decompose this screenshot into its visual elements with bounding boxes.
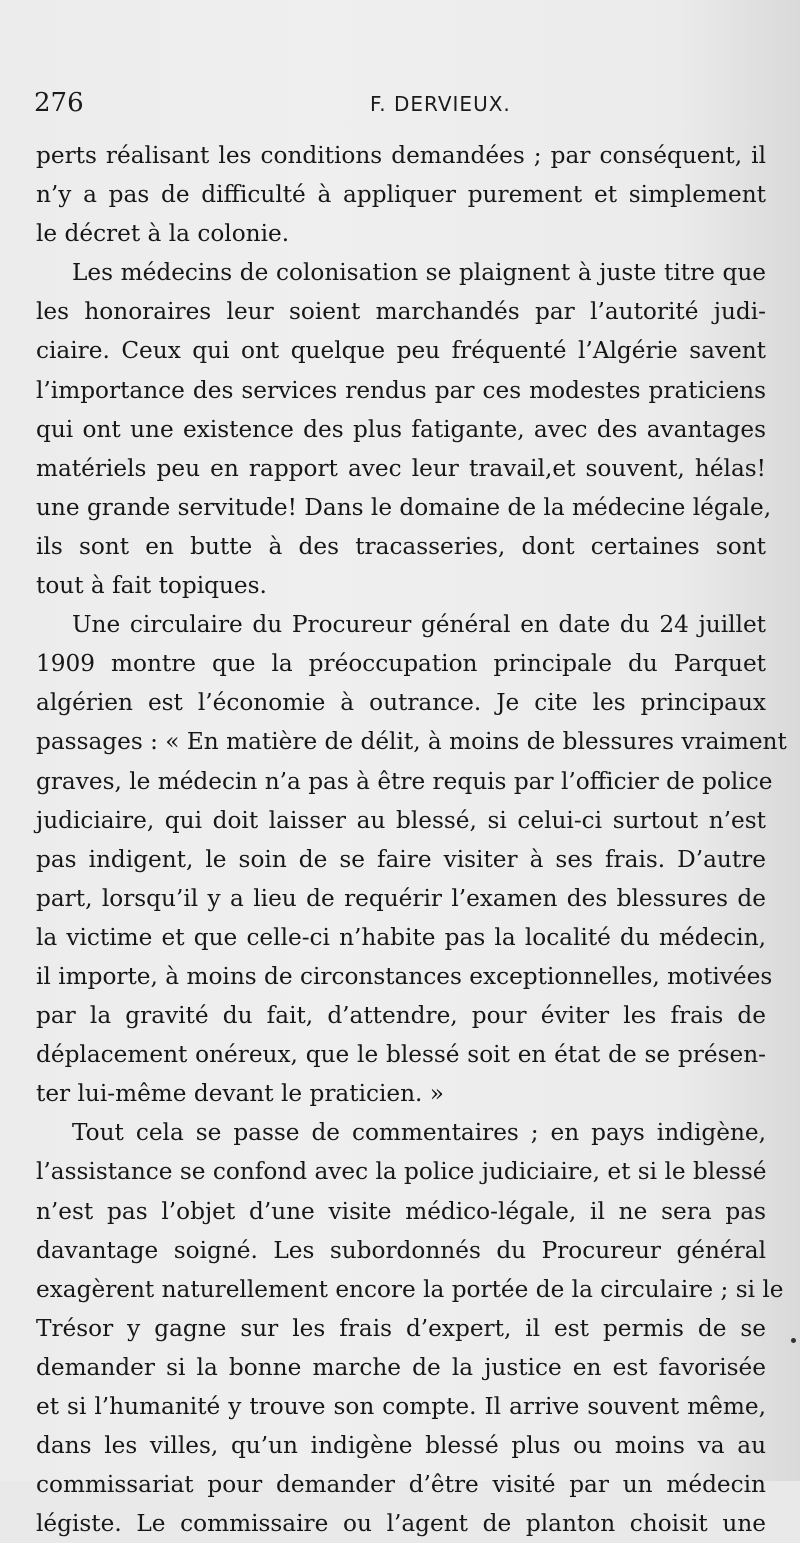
body-text bbox=[36, 136, 787, 1543]
text-line: graves, le médecin n’a pas à être requis par l’officier de police bbox=[36, 767, 773, 795]
text-line: tout à fait topiques. bbox=[36, 572, 267, 600]
text-line: Trésor y gagne sur les frais d’expert, il est permis de se bbox=[36, 1314, 766, 1342]
running-head: F. DERVIEUX. bbox=[370, 92, 511, 116]
text-line: demander si la bonne marche de la justice en est favorisée bbox=[36, 1353, 766, 1381]
text-line: matériels peu en rapport avec leur travail,et souvent, hélas! bbox=[36, 454, 766, 482]
text-line: l’importance des services rendus par ces modestes praticiens bbox=[36, 376, 766, 404]
text-line: ciaire. Ceux qui ont quelque peu fréquenté l’Algérie savent bbox=[36, 337, 766, 365]
text-line: déplacement onéreux, que le blessé soit en état de se présen- bbox=[36, 1041, 766, 1069]
text-line: exagèrent naturellement encore la portée de la circulaire ; si le bbox=[36, 1275, 784, 1303]
text-line: n’est pas l’objet d’une visite médico-légale, il ne sera pas bbox=[36, 1197, 766, 1225]
page-header bbox=[34, 88, 766, 128]
text-line: dans les villes, qu’un indigène blessé plus ou moins va au bbox=[36, 1432, 766, 1460]
text-line: pas indigent, le soin de se faire visiter à ses frais. D’autre bbox=[36, 845, 766, 873]
text-line: 1909 montre que la préoccupation principale du Parquet bbox=[36, 650, 766, 678]
margin-dot bbox=[791, 1338, 796, 1343]
text-line: Les médecins de colonisation se plaignent à juste titre que bbox=[72, 259, 766, 287]
text-line: il importe, à moins de circonstances exceptionnelles, motivées bbox=[36, 962, 773, 990]
text-line: ter lui-même devant le praticien. » bbox=[36, 1080, 444, 1108]
text-line: perts réalisant les conditions demandées ; par conséquent, il bbox=[36, 142, 766, 169]
text-line: Tout cela se passe de commentaires ; en pays indigène, bbox=[72, 1119, 766, 1147]
text-line: les honoraires leur soient marchandés par l’autorité judi- bbox=[36, 298, 766, 326]
text-line: ils sont en butte à des tracasseries, dont certaines sont bbox=[36, 532, 766, 560]
text-line: davantage soigné. Les subordonnés du Procureur général bbox=[36, 1236, 766, 1264]
text-line: commissariat pour demander d’être visité par un médecin bbox=[36, 1471, 766, 1499]
text-line: qui ont une existence des plus fatigante, avec des avantages bbox=[36, 415, 766, 443]
text-line: part, lorsqu’il y a lieu de requérir l’examen des blessures de bbox=[36, 884, 766, 912]
text-line: algérien est l’économie à outrance. Je cite les principaux bbox=[36, 689, 766, 717]
text-line: le décret à la colonie. bbox=[36, 220, 290, 248]
page-number: 276 bbox=[34, 88, 84, 118]
text-line: l’assistance se confond avec la police judiciaire, et si le blessé bbox=[36, 1158, 767, 1186]
text-line: Une circulaire du Procureur général en date du 24 juillet bbox=[72, 611, 766, 639]
text-line: n’y a pas de difficulté à appliquer purement et simplement bbox=[36, 181, 766, 209]
text-line: une grande servitude! Dans le domaine de la médecine légale, bbox=[36, 493, 772, 521]
text-line: passages : « En matière de délit, à moins de blessures vraiment bbox=[36, 728, 787, 756]
text-line: par la gravité du fait, d’attendre, pour éviter les frais de bbox=[36, 1002, 766, 1030]
text-line: la victime et que celle-ci n’habite pas la localité du médecin, bbox=[36, 923, 766, 951]
text-line: judiciaire, qui doit laisser au blessé, si celui-ci surtout n’est bbox=[36, 806, 766, 834]
text-line: légiste. Le commissaire ou l’agent de planton choisit une bbox=[36, 1510, 766, 1538]
text-line: et si l’humanité y trouve son compte. Il arrive souvent même, bbox=[36, 1393, 766, 1420]
